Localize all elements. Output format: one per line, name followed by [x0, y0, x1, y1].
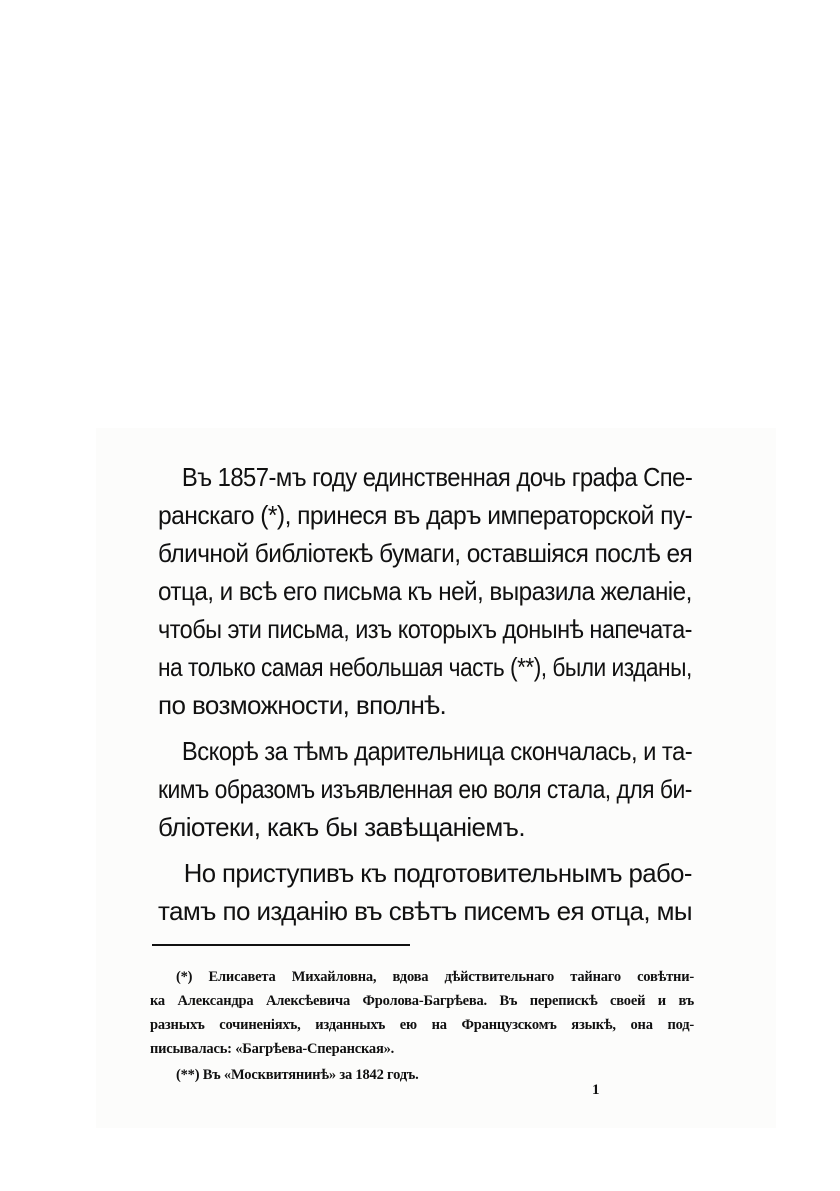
page-number: 1: [592, 1082, 600, 1098]
footnote-line: писывалась: «Багрѣева-Сперанская».: [150, 1041, 395, 1057]
text-line: тамъ по изданію въ свѣтъ писемъ ея отца, мы: [158, 896, 692, 926]
main-text: [158, 458, 692, 930]
footnote-line: разныхъ сочиненіяхъ, изданныхъ ею на Французскомъ языкѣ, она под-: [150, 1017, 694, 1033]
text-line: Въ 1857-мъ году единственная дочь графа Спе-: [181, 462, 693, 492]
footnotes: [150, 965, 694, 1087]
footnote-separator: [152, 944, 410, 946]
text-line: на только самая небольшая часть (**), были изданы,: [158, 652, 692, 682]
text-line: бличной библіотекѣ бумаги, оставшіяся послѣ ея: [158, 538, 693, 568]
text-line: по возможности, вполнѣ.: [158, 690, 447, 720]
text-line: чтобы эти письма, изъ которыхъ донынѣ напечата-: [158, 614, 692, 644]
footnote-line: (*) Елисавета Михайловна, вдова дѣйствительнаго тайнаго совѣтни-: [176, 969, 694, 985]
text-line: отца, и всѣ его письма къ ней, выразила желаніе,: [158, 576, 692, 606]
text-line: ранскаго (*), принеся въ даръ императорской пу-: [158, 500, 693, 530]
footnote-line: (**) Въ «Москвитянинѣ» за 1842 годъ.: [176, 1067, 419, 1083]
footnote-line: ка Александра Алексѣевича Фролова-Багрѣева. Въ перепискѣ своей и въ: [150, 993, 694, 1009]
text-line: Но приступивъ къ подготовительнымъ рабо-: [183, 858, 692, 888]
text-line: бліотеки, какъ бы завѣщаніемъ.: [158, 812, 525, 842]
text-line: кимъ образомъ изъявленная ею воля стала, для би-: [158, 774, 692, 804]
text-line: Вскорѣ за тѣмъ дарительница скончалась, и та-: [181, 736, 693, 766]
